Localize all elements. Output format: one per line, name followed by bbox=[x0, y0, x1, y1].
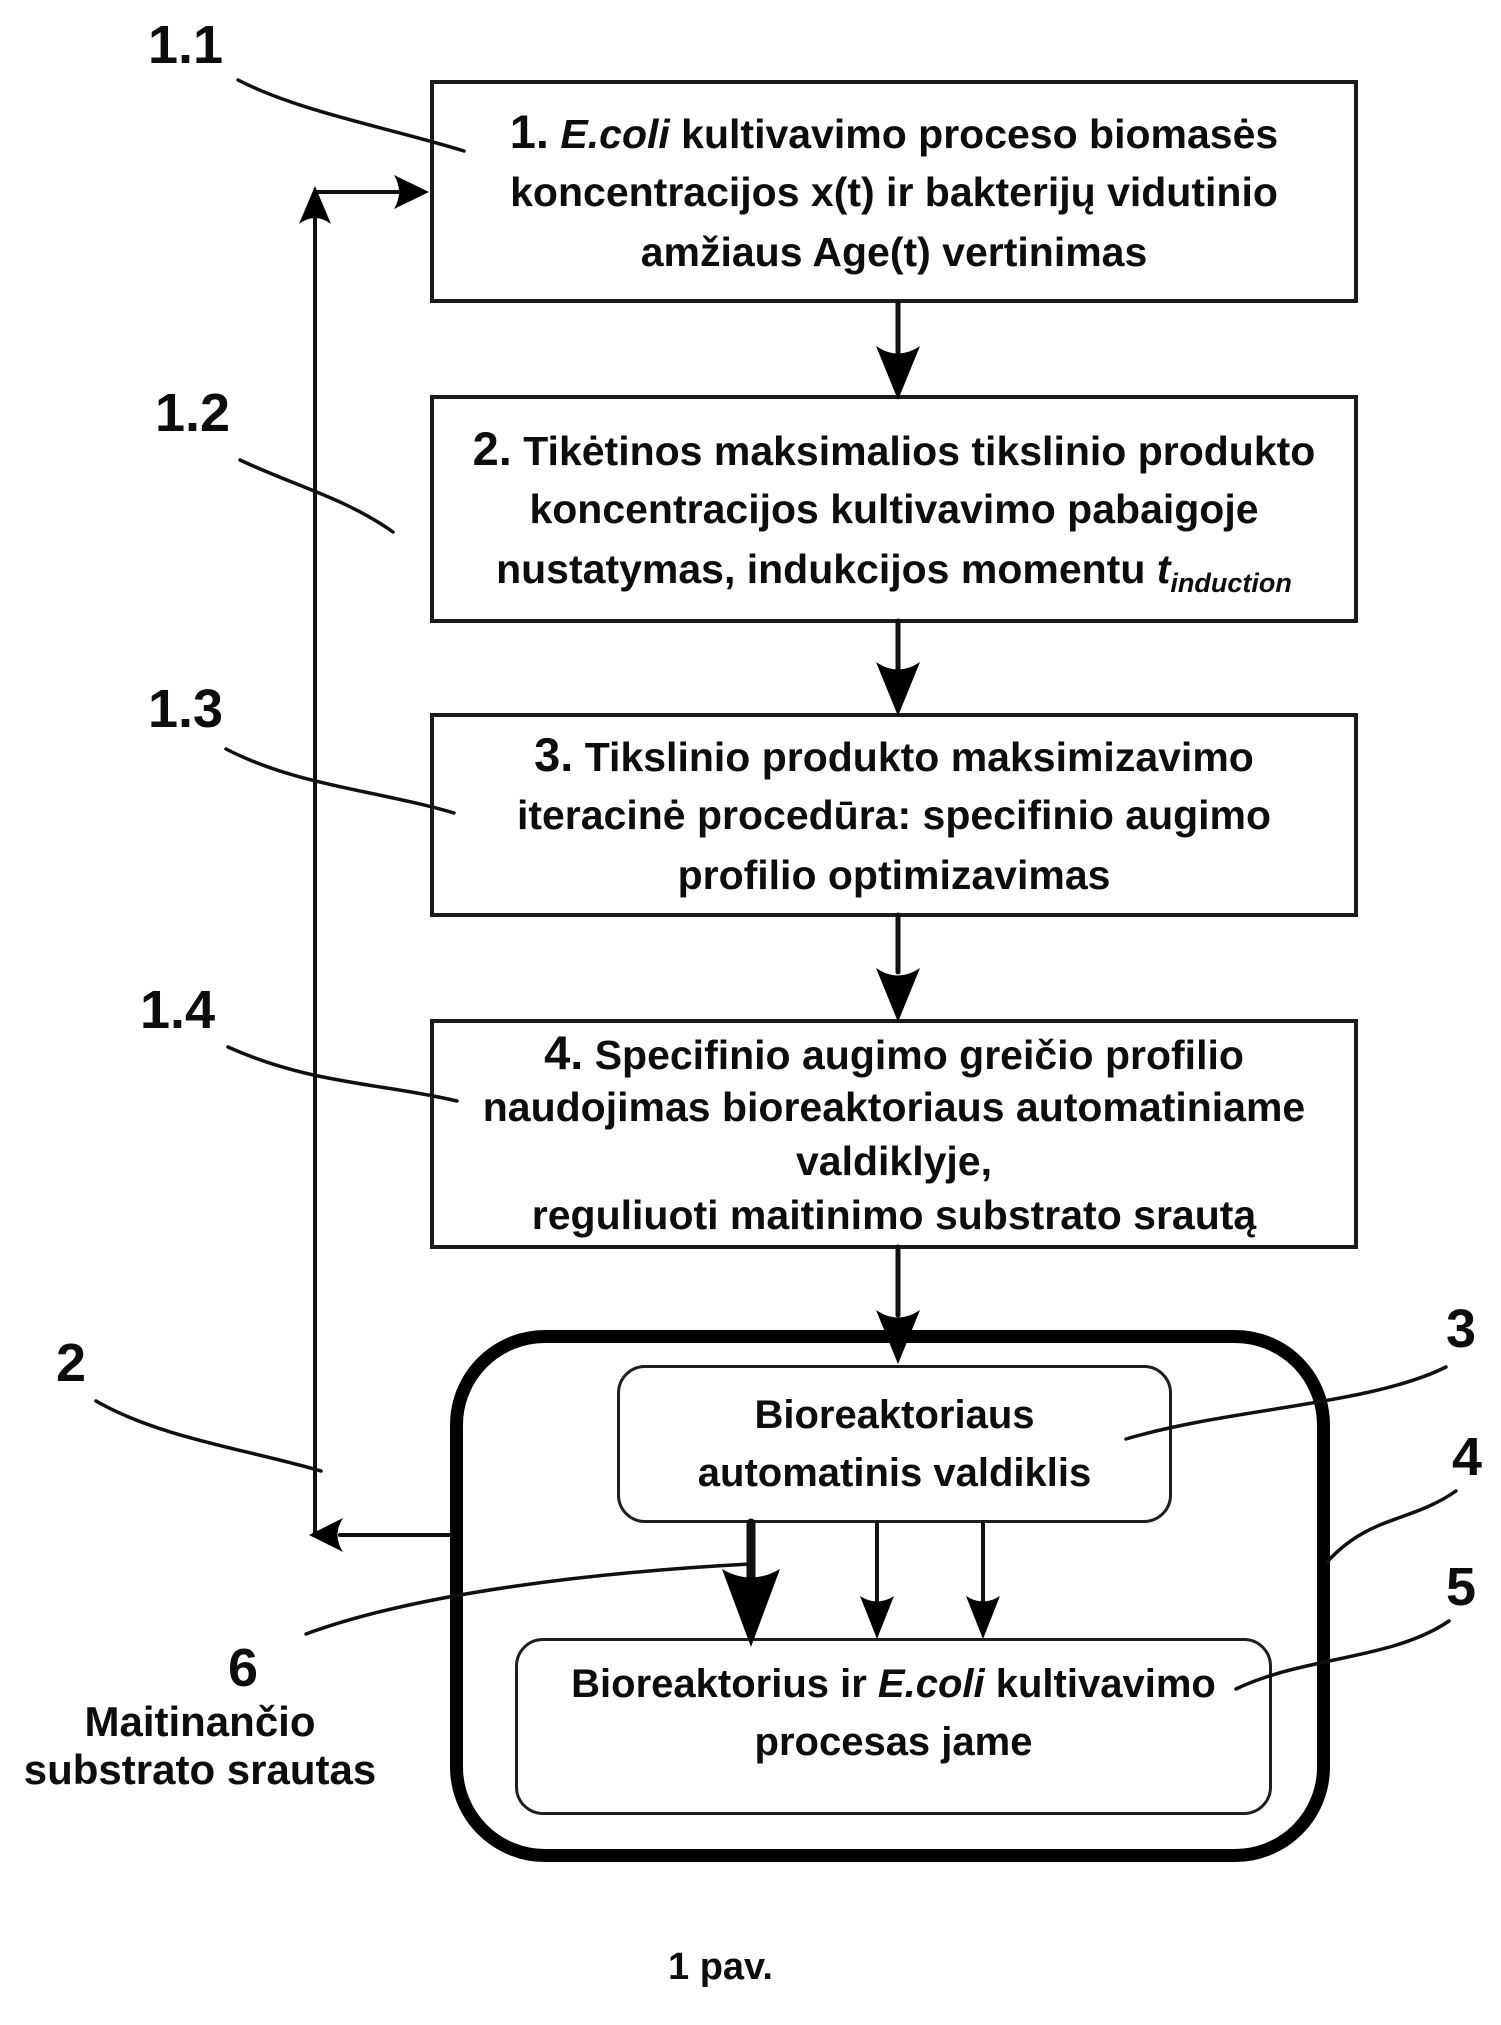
figure-caption: 1 pav. bbox=[668, 1946, 773, 1988]
process-box bbox=[515, 1638, 1272, 1815]
step3-number: 3. bbox=[534, 728, 574, 781]
leader-curve-1-3 bbox=[226, 749, 454, 813]
feed-label-line1: Maitinančio bbox=[84, 1698, 316, 1745]
step-box-2 bbox=[430, 395, 1358, 623]
process-line2: procesas jame bbox=[754, 1719, 1033, 1764]
ref-label-1-4: 1.4 bbox=[140, 980, 216, 1040]
step4-line1-rest: Specifinio augimo greičio profilio bbox=[583, 1032, 1244, 1078]
leader-curve-1-2 bbox=[240, 460, 393, 532]
leader-curve-1-4 bbox=[228, 1047, 457, 1101]
step4-line4: reguliuoti maitinimo substrato srautą bbox=[531, 1192, 1257, 1238]
feed-label-line2: substrato srautas bbox=[23, 1746, 377, 1793]
process-line1-pre: Bioreaktorius ir bbox=[571, 1661, 878, 1706]
step3-line3: profilio optimizavimas bbox=[677, 852, 1111, 898]
arrowhead-step3-to-step4 bbox=[876, 968, 920, 1022]
step3-line1-rest: Tikslinio produkto maksimizavimo bbox=[573, 734, 1254, 780]
leader-curve-4 bbox=[1327, 1491, 1456, 1562]
step4-number: 4. bbox=[544, 1026, 584, 1079]
step4-line2: naudojimas bioreaktoriaus automatiniame bbox=[482, 1084, 1306, 1130]
feed-substrate-label bbox=[5, 1698, 395, 1794]
step2-induction-subscript: induction bbox=[1170, 568, 1292, 598]
step4-line3: valdiklyje, bbox=[795, 1138, 992, 1184]
ref-label-3: 3 bbox=[1446, 1299, 1477, 1359]
step3-line2: iteracinė procedūra: specifinio augimo bbox=[516, 792, 1272, 838]
ref-label-2: 2 bbox=[56, 1333, 87, 1393]
step3-line1 bbox=[534, 725, 1254, 785]
process-ecoli-italic: E.coli bbox=[877, 1661, 985, 1706]
step-box-3 bbox=[430, 713, 1358, 917]
step-box-1 bbox=[430, 80, 1358, 303]
step1-line2: koncentracijos x(t) ir bakterijų vidutinio bbox=[510, 168, 1278, 215]
step2-line1 bbox=[473, 419, 1316, 479]
controller-line2: automatinis valdiklis bbox=[697, 1451, 1092, 1495]
ref-label-6: 6 bbox=[228, 1638, 259, 1698]
step1-line1 bbox=[510, 102, 1278, 162]
ref-label-1-2: 1.2 bbox=[155, 383, 231, 443]
arrowhead-feedback-into-step1 bbox=[394, 175, 429, 209]
ref-label-1-3: 1.3 bbox=[148, 679, 224, 739]
step1-line1-rest: kultivavimo proceso biomasės bbox=[669, 110, 1279, 157]
ref-label-5: 5 bbox=[1446, 1557, 1477, 1617]
arrowhead-step1-to-step2 bbox=[876, 346, 920, 400]
step-box-4 bbox=[430, 1019, 1358, 1249]
controller-line1: Bioreaktoriaus bbox=[754, 1393, 1035, 1437]
step2-number: 2. bbox=[472, 422, 512, 475]
step1-line3: amžiaus Age(t) vertinimas bbox=[640, 228, 1148, 275]
step2-line2: koncentracijos kultivavimo pabaigoje bbox=[529, 486, 1259, 532]
process-line1 bbox=[571, 1655, 1216, 1713]
process-line1-post: kultivavimo bbox=[984, 1661, 1216, 1706]
step2-line3-pre: nustatymas, indukcijos momentu bbox=[496, 546, 1157, 592]
step2-t-variable: t bbox=[1156, 546, 1171, 592]
arrowhead-step2-to-step3 bbox=[876, 662, 920, 716]
arrowhead-feedback-up bbox=[299, 186, 331, 224]
ref-label-1-1: 1.1 bbox=[148, 15, 224, 75]
ref-label-4: 4 bbox=[1452, 1427, 1483, 1487]
step2-line3 bbox=[496, 539, 1292, 599]
arrowhead-feedback-left bbox=[309, 1518, 343, 1552]
step1-ecoli-italic: E.coli bbox=[560, 110, 670, 157]
step2-line1-rest: Tikėtinos maksimalios tikslinio produkto bbox=[511, 428, 1316, 474]
leader-curve-2 bbox=[96, 1401, 321, 1471]
step4-line1 bbox=[544, 1026, 1244, 1080]
step1-number: 1. bbox=[509, 104, 549, 158]
controller-box bbox=[617, 1365, 1172, 1523]
